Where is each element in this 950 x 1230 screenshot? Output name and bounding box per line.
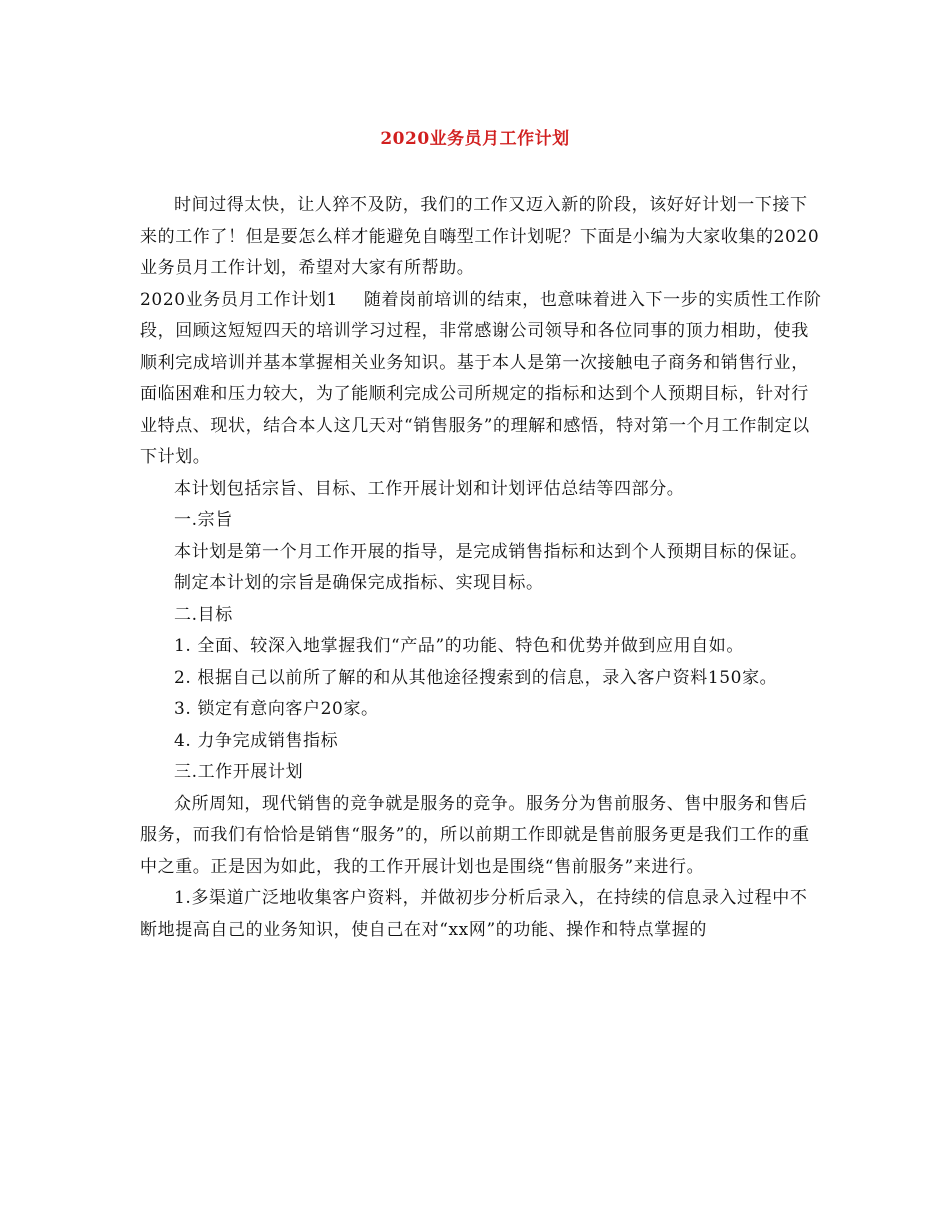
heading-plan: 三.工作开展计划 — [174, 762, 304, 782]
section-1-paragraph — [140, 285, 825, 474]
heading-goals: 二.目标 — [174, 604, 233, 625]
plan-scope-paragraph: 本计划包括宗旨、目标、工作开展计划和计划评估总结等四部分。 — [174, 478, 685, 499]
purpose-paragraph-1: 本计划是第一个月工作开展的指导，是完成销售指标和达到个人预期目标的保证。 — [174, 541, 808, 562]
section-1-text: 随着岗前培训的结束，也意味着进入下一步的实质性工作阶段，回顾这短短四天的培训学习过程，非常感谢公司领导和各位同事的顶力相助，使我顺利完成培训并基本掌握相关业务知识。基于本人是第一次接触电子商务和销售行业，面临困难和压力较大，为了能顺利完成公司所规定的指标和达到个人预期目标，针对行业特点、现状，结合本人这几天对“销售服务”的理解和感悟，特对第一个月工作制定以下计划。 — [140, 289, 822, 467]
plan-paragraph: 众所周知，现代销售的竞争就是服务的竞争。服务分为售前服务、售中服务和售后服务，而我们有恰恰是销售“服务”的，所以前期工作即就是售前服务更是我们工作的重中之重。正是因为如此，我的工作开展计划也是围绕“售前服务”来进行。 — [140, 793, 810, 877]
heading-purpose: 一.宗旨 — [174, 510, 233, 530]
goal-item: 3. 锁定有意向客户20家。 — [174, 699, 379, 719]
goal-item: 2. 根据自己以前所了解的和从其他途径搜索到的信息，录入客户资料150家。 — [174, 667, 778, 688]
plan-item-1: 1.多渠道广泛地收集客户资料，并做初步分析后录入，在持续的信息录入过程中不断地提高自己的业务知识，使自己在对“xx网”的功能、操作和特点掌握的 — [140, 888, 808, 940]
goal-item: 1. 全面、较深入地掌握我们“产品”的功能、特色和优势并做到应用自如。 — [174, 636, 745, 656]
document-title: 2020业务员月工作计划 — [380, 129, 570, 149]
purpose-paragraph-2: 制定本计划的宗旨是确保完成指标、实现目标。 — [174, 573, 544, 593]
section-heading-1: 2020业务员月工作计划1 — [140, 289, 338, 310]
intro-paragraph: 时间过得太快，让人猝不及防，我们的工作又迈入新的阶段，该好好计划一下接下来的工作了！但是要怎么样才能避免自嗨型工作计划呢？下面是小编为大家收集的2020业务员月工作计划，希望对大家有所帮助。 — [140, 195, 820, 278]
document-body — [140, 190, 825, 946]
goal-item: 4. 力争完成销售指标 — [174, 730, 339, 751]
